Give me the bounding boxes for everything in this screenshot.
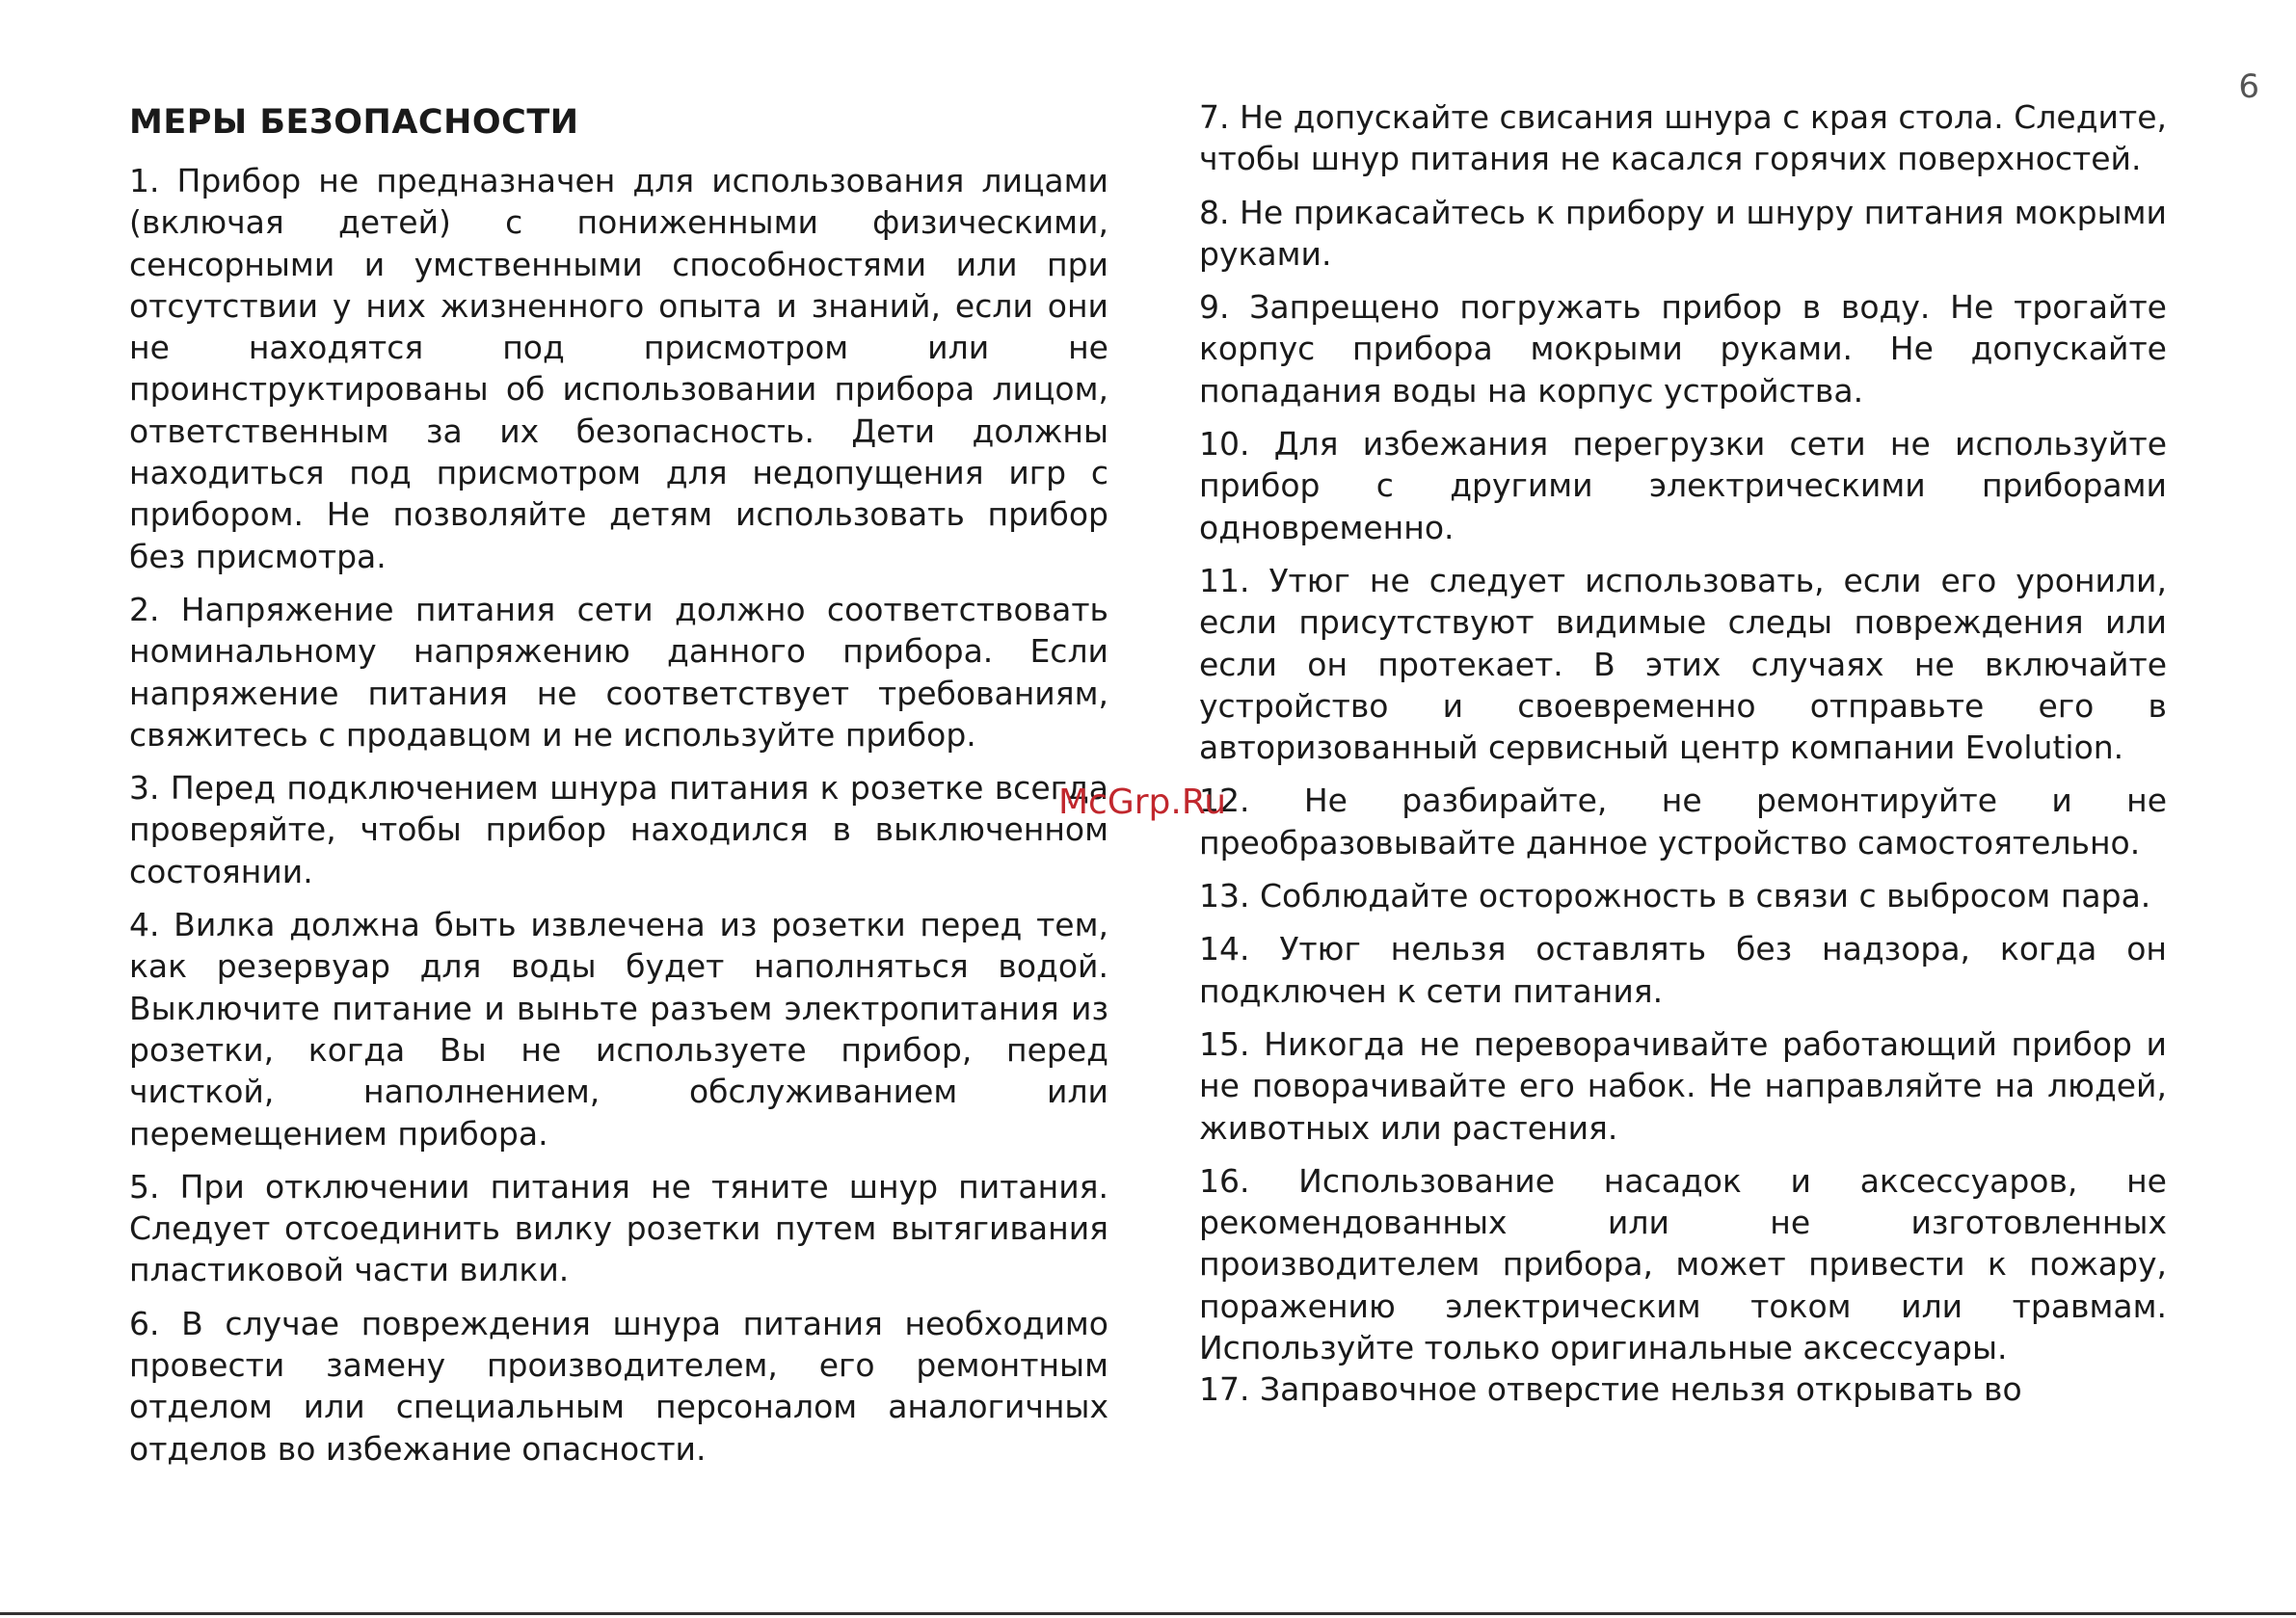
safety-item-11: 11. Утюг не следует использовать, если его уронили, если присутствуют видимые следы повреждения или если он протекает. В этих случаях не включайте устройство и своевременно отправьте его в авторизованный сервисный центр компании Evolution. [1199,561,2167,767]
left-column [129,96,1108,1481]
safety-item-10: 10. Для избежания перегрузки сети не используйте прибор с другими электрическими приборами одновременно. [1199,425,2167,546]
safety-item-4: 4. Вилка должна быть извлечена из розетки перед тем, как резервуар для воды будет наполняться водой. Выключите питание и выньте разъем электропитания из розетки, когда Вы не используете прибор, перед чисткой, наполнением, обслуживанием или перемещением прибора. [129,906,1108,1153]
safety-item-16: 16. Использование насадок и аксессуаров, не рекомендованных или не изготовленных производителем прибора, может привести к пожару, поражению электрическим током или травмам. Используйте только оригинальные аксессуары. [1199,1161,2167,1367]
section-title: МЕРЫ БЕЗОПАСНОСТИ [129,103,579,142]
safety-item-17: 17. Заправочное отверстие нельзя открывать во [1199,1370,2022,1409]
page-number: 6 [2238,67,2259,106]
safety-item-1: 1. Прибор не предназначен для использования лицами (включая детей) с пониженными физическими, сенсорными и умственными способностями или при отсутствии у них жизненного опыта и знаний, если они не находятся под присмотром или не проинструктированы об использовании прибора лицом, ответственным за их безопасность. Дети должны находиться под присмотром для недопущения игр с прибором. Не позволяйте детям использовать прибор без присмотра. [129,162,1108,575]
safety-item-2: 2. Напряжение питания сети должно соответствовать номинальному напряжению данного прибора. Если напряжение питания не соответствует требованиям, свяжитесь с продавцом и не используйте прибор. [129,590,1108,754]
safety-item-15: 15. Никогда не переворачивайте работающий прибор и не поворачивайте его набок. Не направляйте на людей, животных или растения. [1199,1024,2167,1147]
watermark-text: McGrp.Ru [1058,782,1227,822]
safety-item-3: 3. Перед подключением шнура питания к розетке всегда проверяйте, чтобы прибор находился в выключенном состоянии. [129,769,1108,890]
safety-item-9: 9. Запрещено погружать прибор в воду. Не трогайте корпус прибора мокрыми руками. Не допускайте попадания воды на корпус устройства. [1199,288,2167,410]
bottom-divider [0,1612,2296,1615]
safety-item-6: 6. В случае повреждения шнура питания необходимо провести замену производителем, его ремонтным отделом или специальным персоналом аналогичных отделов во избежание опасности. [129,1304,1108,1468]
safety-item-7: 7. Не допускайте свисания шнура с края стола. Следите, чтобы шнур питания не касался горячих поверхностей. [1199,98,2167,178]
right-column [1199,96,2167,1422]
safety-item-8: 8. Не прикасайтесь к прибору и шнуру питания мокрыми руками. [1199,193,2167,273]
safety-item-14: 14. Утюг нельзя оставлять без надзора, когда он подключен к сети питания. [1199,930,2167,1010]
safety-item-13: 13. Соблюдайте осторожность в связи с выбросом пара. [1199,877,2151,915]
safety-item-5: 5. При отключении питания не тяните шнур питания. Следует отсоединить вилку розетки путем вытягивания пластиковой части вилки. [129,1167,1108,1289]
safety-item-12: 12. Не разбирайте, не ремонтируйте и не преобразовывайте данное устройство самостоятельно. [1199,782,2167,862]
